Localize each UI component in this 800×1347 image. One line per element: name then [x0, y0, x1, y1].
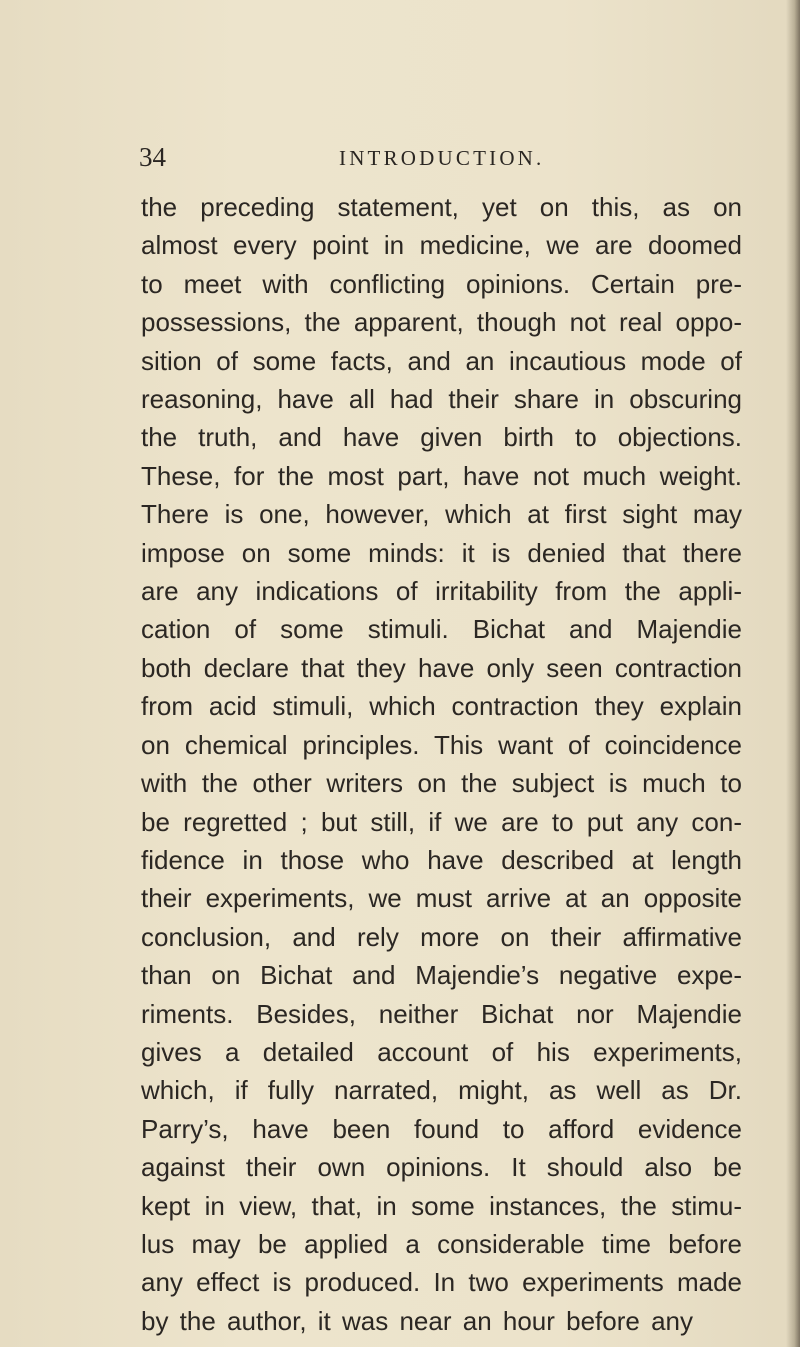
text-line: gives a detailed account of his experiments, [141, 1036, 742, 1067]
text-line: to meet with conflicting opinions. Certain pre- [141, 268, 742, 299]
text-line: both declare that they have only seen contraction [141, 652, 742, 683]
text-line: These, for the most part, have not much weight. [141, 460, 742, 491]
text-line: their experiments, we must arrive at an opposite [141, 883, 742, 914]
text-line: be regretted ; but still, if we are to put any con- [141, 806, 742, 837]
text-line: with the other writers on the subject is much to [141, 768, 742, 799]
page-header [139, 140, 739, 180]
text-line: impose on some minds: it is denied that there [141, 537, 742, 568]
text-line: the preceding statement, yet on this, as on [141, 192, 742, 222]
page-number: 34 [139, 142, 166, 172]
page-edge-shadow [786, 0, 800, 1347]
text-line: from acid stimuli, which contraction they explain [141, 691, 742, 722]
text-line: almost every point in medicine, we are doomed [141, 230, 742, 261]
text-line: riments. Besides, neither Bichat nor Majendie [141, 998, 742, 1029]
text-line: the truth, and have given birth to objections. [141, 422, 742, 453]
text-line: reasoning, have all had their share in obscuring [141, 384, 742, 415]
text-line: lus may be applied a considerable time before [141, 1228, 742, 1259]
text-line: by the author, it was near an hour before any [141, 1305, 694, 1336]
running-head: INTRODUCTION. [339, 146, 545, 170]
text-line: Parry’s, have been found to afford evidence [141, 1113, 742, 1144]
text-line: kept in view, that, in some instances, the stimu- [141, 1190, 742, 1221]
text-line: fidence in those who have described at length [141, 844, 742, 875]
text-line: cation of some stimuli. Bichat and Majendie [141, 614, 742, 645]
text-line: sition of some facts, and an incautious mode of [141, 345, 742, 376]
text-line: on chemical principles. This want of coincidence [141, 729, 742, 760]
body-text [141, 188, 742, 1340]
text-line: possessions, the apparent, though not real oppo- [141, 307, 742, 338]
text-line: than on Bichat and Majendie’s negative expe- [141, 960, 742, 991]
text-line: which, if fully narrated, might, as well as Dr. [141, 1075, 742, 1106]
text-line: against their own opinions. It should also be [141, 1152, 742, 1183]
text-line: are any indications of irritability from the appli- [141, 576, 742, 607]
text-line: There is one, however, which at first sight may [141, 499, 742, 530]
text-line: any effect is produced. In two experiments made [141, 1267, 742, 1298]
text-line: conclusion, and rely more on their affirmative [141, 921, 742, 952]
